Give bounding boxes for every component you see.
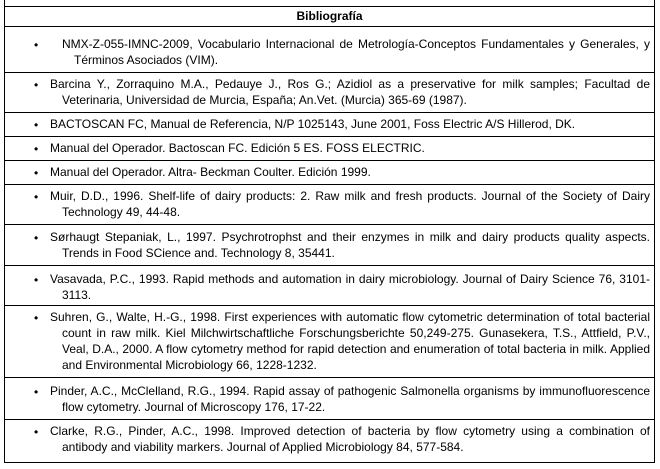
entry-text: Vasavada, P.C., 1993. Rapid methods and automation in dairy microbiology. Journal of Dairy Science 76, 3101-3113.	[50, 272, 650, 302]
bibliography-entry	[4, 378, 655, 420]
bullet-icon: •	[34, 190, 39, 204]
bibliography-entry	[4, 137, 655, 161]
bullet-icon: •	[34, 78, 39, 92]
bibliography-entry	[4, 185, 655, 225]
entry-text: Manual del Operador. Altra- Beckman Coulter. Edición 1999.	[50, 165, 371, 179]
bullet-icon: •	[34, 118, 39, 132]
entry-text: BACTOSCAN FC, Manual de Referencia, N/P 1025143, June 2001, Foss Electric A/S Hillerod, DK.	[50, 117, 576, 131]
entry-text: Clarke, R.G., Pinder, A.C., 1998. Improved detection of bacteria by flow cytometry using a combination of antibody and viability markers. Journal of Applied Microbiology 84, 577-584.	[50, 424, 650, 454]
bullet-icon: •	[34, 273, 39, 287]
entry-text: Suhren, G., Walte, H.-G., 1998. First experiences with automatic flow cytometric determination of total bacterial count in raw milk. Kiel Milchwirtschaftliche Forschungsberichte 50,249-275. Gunasekera, T.S., Attfield, P.V., Veal, D.A., 2000. A flow cytometry method for rapid detection and enumeration of total bacteria in milk. Applied and Environmental Microbiology 66, 1228-1232.	[50, 310, 650, 372]
bibliography-entry	[4, 420, 655, 463]
bullet-icon: •	[34, 425, 39, 439]
bibliography-entry	[4, 266, 655, 306]
bullet-icon: •	[34, 38, 39, 52]
bullet-icon: •	[34, 142, 39, 156]
bibliography-entry	[4, 73, 655, 113]
bullet-icon: •	[34, 231, 39, 245]
entry-text: Sørhaugt Stepaniak, L., 1997. Psychrotrophst and their enzymes in milk and dairy products quality aspects. Trends in Food SCience and. Technology 8, 35441.	[50, 230, 650, 260]
entry-text: Pinder, A.C., McClelland, R.G., 1994. Rapid assay of pathogenic Salmonella organisms by immunofluorescence flow cytometry. Journal of Microscopy 176, 17-22.	[50, 384, 650, 414]
bullet-icon: •	[34, 385, 39, 399]
bullet-icon: •	[34, 311, 39, 325]
bibliography-title: Bibliografía	[296, 9, 363, 23]
bibliography-entry	[4, 306, 655, 378]
entry-text: Muir, D.D., 1996. Shelf-life of dairy products: 2. Raw milk and fresh products. Journal of the Society of Dairy Technology 49, 44-48.	[50, 189, 650, 219]
bibliography-entry	[4, 161, 655, 185]
bibliography-entry	[4, 113, 655, 137]
entry-text: Barcina Y., Zorraquino M.A., Pedauye J., Ros G.; Azidiol as a preservative for milk samples; Facultad de Veterinaria, Universidad de Murcia, España; An.Vet. (Murcia) 365-69 (1987).	[50, 77, 650, 107]
bibliography-entry	[4, 27, 655, 73]
entry-text: Manual del Operador. Bactoscan FC. Edición 5 ES. FOSS ELECTRIC.	[50, 141, 425, 155]
table-top-border	[4, 6, 655, 7]
bibliography-entry	[4, 225, 655, 266]
bullet-icon: •	[34, 166, 39, 180]
entry-text: NMX-Z-055-IMNC-2009, Vocabulario Internacional de Metrología-Conceptos Fundamentales y Generales, y Términos Asociados (VIM).	[62, 37, 650, 67]
